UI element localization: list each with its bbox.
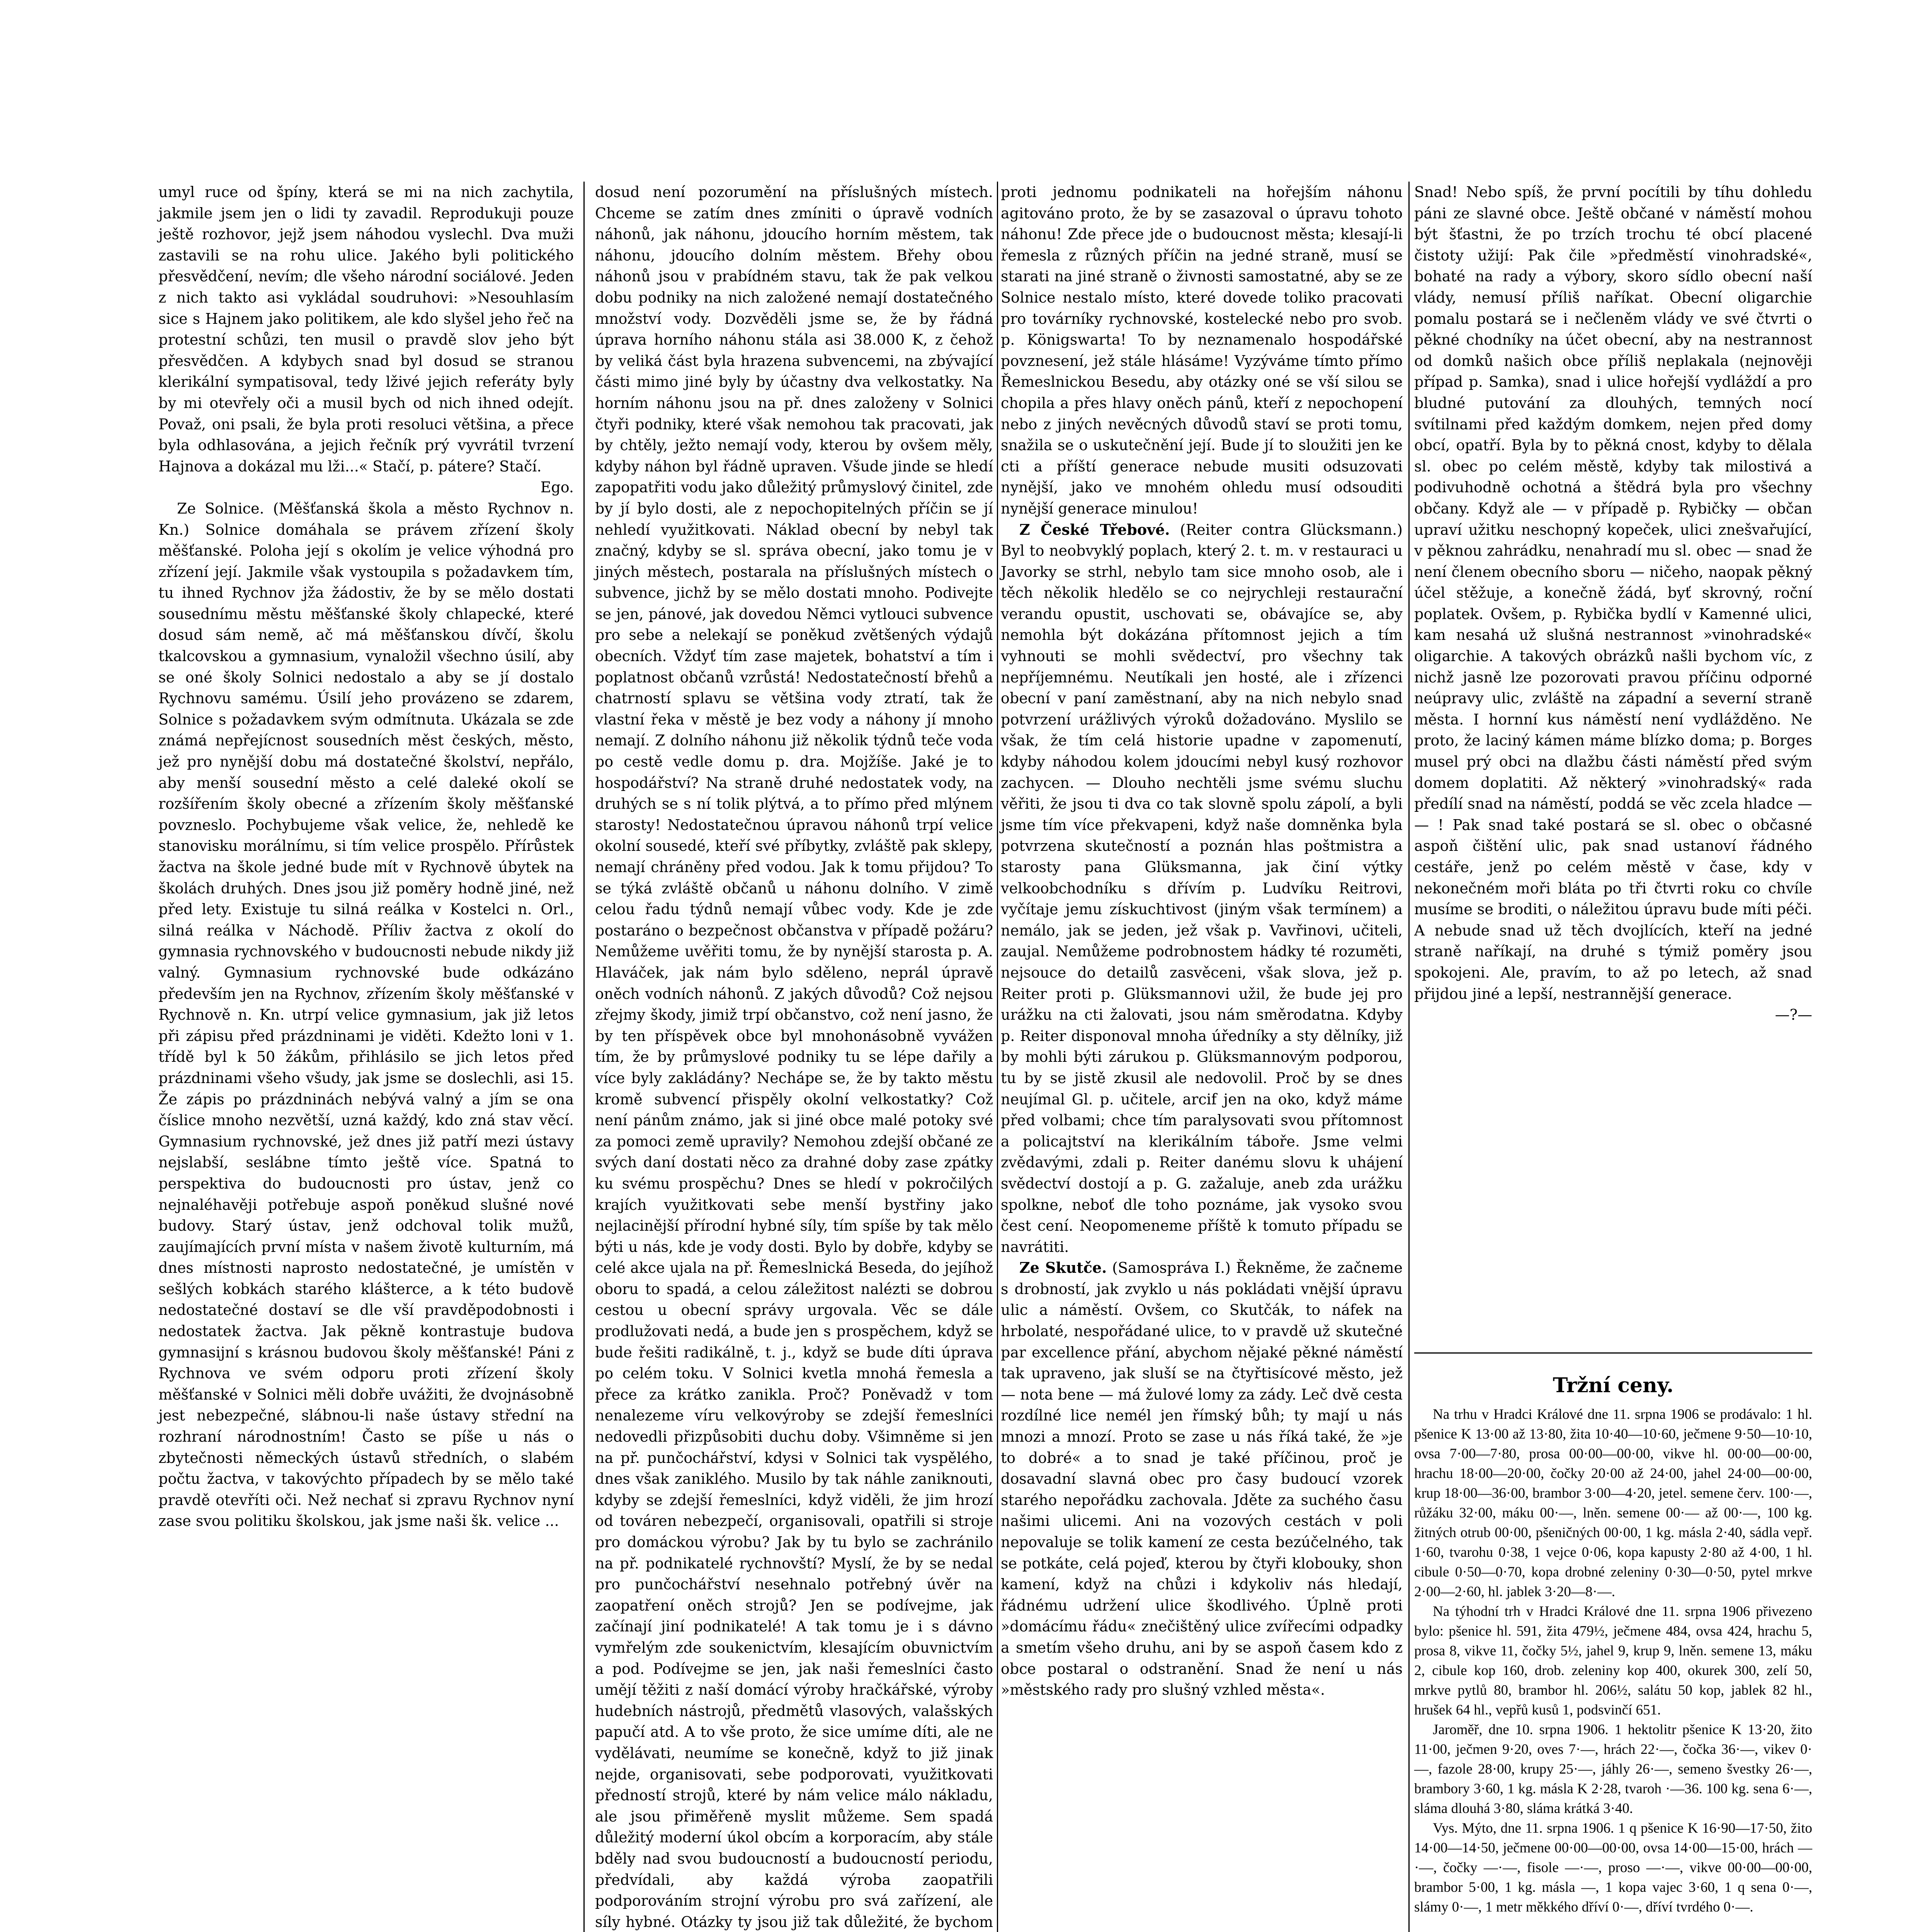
article-paragraph: umyl ruce od špíny, která se mi na nich zachytila, jakmile jsem jen o lidi ty zavadil. Reprodukuji pouze ještě rozhovor, jejž jsem náhodou vyslechl. Dva muži zastavili se na rohu ulice. Jakého byli politického přesvědčení, nevím; dle všeho národní sociálové. Jeden z nich takto asi vykládal soudruhovi: »Nesouhlasím sice s Hajnem jako politikem, ale kdo slyšel jeho řeč na protestní schůzi, ten musil o pravdě slov jeho být přesvědčen. A kdybych snad byl dosud se stranou klerikální sympatisoval, tedy lživé jejich referáty byly by mi otevřely oči a musil bych od nich ihned odejít. Považ, oni psali, že byla proti resoluci většina, a přece byla odhlasována, a jejich řečník prý vyvrátil tvrzení Hajnova a dokázal mu lži...« Stačí, p. pátere? Stačí. bbox=[158, 184, 574, 475]
article-signature: Ego. bbox=[540, 479, 574, 496]
article-paragraph: proti jednomu podnikateli na hořejším náhonu agitováno proto, že by se zasazoval o úpravu tohoto náhonu! Zde přece jde o budoucnost města; klesají-li řemesla z různých příčin na jedné straně, musí se starati na jiné straně o živnosti samostatné, aby se ze Solnice nestalo místo, které dovede toliko pracovati pro továrníky rychnovské, kostelecké nebo pro svob. p. Königswarta! To by neznamenalo hospodářské povznesení, jež stále hlásáme! Vyzýváme tímto přímo Řemeslnickou Besedu, aby otázky oné se vší silou se chopila a přes hlavy oněch pánů, kteří z nepochopení nebo z jiných nevěcných důvodů staví se proti tomu, snažila se o uskutečnění její. Bude jí to sloužiti jen ke cti a příští generace nebude musiti odsuzovati nynější, jako ve mnohém ohledu musí odsouditi nynější generace minulou! bbox=[1001, 184, 1403, 517]
article-paragraph: dosud není pozorumění na příslušných místech. Chceme se zatím dnes zmíniti o úpravě vodních náhonů, jak náhonu, jdoucího horním městem, tak náhonu, jdoucího dolním městem. Břehy obou náhonů jsou v prabídném stavu, tak že pak velkou dobu podniky na nich založené nemají dostatečného množství vody. Dozvěděli jsme se, že by řádná úprava horního náhonu stála asi 38.000 K, z čehož by veliká část byla hrazena subvencemi, na zbývající části mimo jiné byly by účastny dva velkostatky. Na horním náhonu jsou na př. dnes založeny v Solnici čtyři podniky, které však nemohou tak pracovati, jak by chtěly, ježto nemají vody, kterou by ovšem měly, kdyby náhon byl řádně upraven. Všude jinde se hledí zapopatřiti vodu jako důležitý průmyslový činitel, zde by jí bylo dosti, ale z nepochopitelných příčin se jí nehledí využitkovati. Náklad obecní by nebyl tak značný, kdyby se sl. správa obecní, jako tomu je v jiných městech, postarala na příslušných místech o subvence, jichž by se mělo dostati mnoho. Podivejte se jen, pánové, jak dovedou Němci vytlouci subvence pro sebe a nelekají se poněkud zvětšených výdajů obecních. Vždyť tím zase majetek, bohatství a tím i poplatnost občanů vzrůstá! Nedostatečností břehů a chatrností splavu se většina vody ztratí, tak že vlastní řeka v městě je bez vody a náhony jí mnoho nemají. Z dolního náhonu již několik týdnů teče voda po cestě vedle domu p. dra. Mojžíše. Jaké je to hospodářství? Na straně druhé nedostatek vody, na druhých se s ní tolik plýtvá, a to přímo před mlýnem starosty! Nedostatečnou úpravou náhonů trpí velice okolní sousedé, kteří své příbytky, zvláště pak sklepy, nemají chráněny před vodou. Jak k tomu přijdou? To se týká zvláště občanů u náhonu dolního. V zimě celou řadu týdnů nemají vůbec vody. Kde je zde postaráno o bezpečnost občanstva v případě požáru? Nemůžeme uvěřiti tomu, že by nynější starosta p. A. Hlaváček, jak nám bylo sděleno, neprál úpravě oněch vodních náhonů. Z jakých důvodů? Což nejsou zřejmy škody, jimiž trpí občanstvo, což není jasno, že by ten příspěvek obce byl mnohonásobně vyvážen tím, že by průmyslové podniky tu se lépe dařily a více byly zakládány? Nechápe se, že by takto městu kromě subvencí přispěly okolní velkostatky? Což není pánům známo, jak si jiné obce malé potoky své za pomoci země upravily? Nemohou zdejší občané ze svých daní dostati něco za drahné doby zase zpátky ku svému prospěchu? Dnes se hledí v pokročilých krajích využitkovati sebe menší bystřiny jako nejlacinější přírodní hybné síly, tím spíše by tak mělo býti u nás, kde je vody dosti. Bylo by dobře, kdyby se celé akce ujala na př. Řemeslnická Beseda, do jejíhož oboru to spadá, a celou záležitost nalézti se dobrou cestou u obecní správy urgovala. Věc se dále prodlužovati nedá, a bude jen s prospěchem, když se bude řešiti radikálně, t. j., když se bude díti úprava po celém toku. V Solnici kvetla mnohá řemesla a přece za krátko zanikla. Proč? Poněvadž v tom nenalezeme víru velkovýroby se zdejší řemeslníci nedovedli přizpůsobiti duchu doby. Všimněme si jen na př. punčochářství, kdysi v Solnici tak vyspělého, dnes však zaniklého. Musilo by tak náhle zaniknouti, kdyby se zdejší řemeslníci, když viděli, že jim hrozí od továren nebezpečí, organisovali, opatřili si stroje pro domáckou výrobu? Jak by tu bylo se zachránilo na př. podnikatelé rychnovští? Myslí, že by se nedal pro punčochářství nesehnalo potřebný úvěr na zaopatření oněch strojů? Jen se podívejme, jak začínají jiní podnikatelé! A tak tomu je i s dávno vymřelým zde soukenictvím, klesajícím obuvnictvím a pod. Podívejme se jen, jak naši řemeslníci často umějí těžiti z naší domácí výroby hračkářské, výroby hudebních nástrojů, předmětů vlasových, valašských papučí atd. A to vše proto, že sice umíme díti, ale ne vydělávati, neumíme se konečně, když to již jinak nejde, organisovati, sebe podporovati, využitkovati předností strojů, které by nám velice málo nákladu, ale jsou přiměřeně myslit můžeme. Sem spadá důležitý moderní úkol obcím a korporacím, aby stále bděly nad svou budoucností a budoucností periodu, předvídali, aby každá výroba zaopatřili podporováním strojní výrobu pro svá zařízení, ale síly hybné. Otázky ty jsou již tak důležité, že bychom bbox=[595, 184, 993, 1930]
article-paragraph: Snad! Nebo spíš, že první pocítili by tíhu dohledu páni ze slavné obce. Ještě občané v náměstí mohou být šťastni, že po trzích trochu té obcí placené čistoty užijí: Pak čile »předměstí vinohradské«, bohaté na rady a výbory, skoro sídlo obecní naší vlády, nemusí příliš naříkat. Obecní oligarchie pomalu postará se i nečleněm vlády ve své čtvrti o pěkné chodníky na účet obecní, aby na nestrannost od domků našich obce příliš neplakala (nejnověji případ p. Samka), snad i ulice hořejší vydláždí a pro bludné putování za dlouhých, temných nocí svítilnami před každým domkem, nejen před domy obcí, opatří. Byla by to pěkná cnost, kdyby to dělala sl. obec po celém městě, kdyby tak milostivá a podivuhodně ochotná a štědrá byla pro všechny občany. Když ale — v případě p. Rybičky — občan upraví užitku neschopný kopeček, ulici znešvařující, v pěknou zahrádku, nenahradí mu sl. obec — snad že není členem obecního sboru — ničeho, naopak pěkný účel stěžuje, a konečně žádá, byť skrovný, roční poplatek. Ovšem, p. Rybička bydlí v Kamenné ulici, kam nesahá už slušná nestrannost »vinohradské« oligarchie. A takových obrázků našli bychom víc, z nichž jasně lze pozorovati pravou příčinu odporné neúpravy ulic, zvláště na západní a severní straně města. I hornní kus náměstí není vydlážděno. Ne proto, že laciný kámen máme blízko doma; p. Borges musel prý obci na dlažbu části náměstí před svým domem doplatiti. Až některý »vinohradský« rada předílí snad na náměstí, poddá se věc zcela hladce — — ! Pak snad také postará se sl. obec o občasné aspoň čištění ulic, pak snad ustanoví řádného cestáře, jenž po celém městě v čase, kdy v nekonečném moři bláta po tři čtvrti roku co chvíle musíme se broditi, o náležitou úpravu bude míti péči. A nebude snad už těch dvojlících, kteří na jedné straně naříkají, na druhé s týmiž poměry jsou spokojeni. Ale, pravím, to až po letech, až snad přijdou jiné a lepší, nestrannější generace. bbox=[1414, 184, 1812, 1002]
article-signature: —?— bbox=[1775, 1006, 1812, 1024]
column-rule bbox=[583, 182, 585, 1932]
column-2 bbox=[595, 182, 993, 1932]
market-paragraph: Vys. Mýto, dne 11. srpna 1906. 1 q pšenice K 16·90—17·50, žito 14·00—14·50, ječmene 00·00—00·00, ovsa 14·00—15·00, hrách —·—, čočky —·—, fisole —·—, proso —·—, vikve 00·00—00·00, brambor 5·00, 1 kg. másla —, 1 kopa vajec 3·60, 1 q sena 0·—, slámy 0·—, 1 metr měkkého dříví 0·—, dříví tvrdého 0·—. bbox=[1414, 1820, 1812, 1915]
article-paragraph: Z České Třebové. (Reiter contra Glücksmann.) Byl to neobvyklý poplach, který 2. t. m. v restauraci u Javorky se strhl, nebylo tam sice mnoho osob, ale i těch několik hledělo se co nejrychleji restaurační verandu opustit, uschovati se, obávajíce se, aby nemohla být dokázána přítomnost jejich a tím vyhnouti se mohli svědectví, pro všechny tak nepříjemnému. Neutíkali jen hosté, ale i zřízenci obecní v paní zaměstnaní, aby na nich nebylo snad potvrzení urážlivých výroků dožadováno. Myslilo se však, že tím celá historie upadne v zapomenutí, kdyby náhodou kolem jdoucími nebyl kusý rozhovor zachycen. — Dlouho nechtěli jsme svému sluchu věřiti, že jsou ti dva co tak slovně spolu zápolí, a byli jsme tím více překvapeni, když naše domněnka byla potvrzena skutečností a poznán hlas poštmistra a starosty pana Glüksmanna, jak činí výtky velkoobchodníku s dřívím p. Ludvíku Reitrovi, vyčítaje jemu získuchtivost (jiným však termínem) a nemálo, jak se jeden, jež však p. Vavřinovi, učiteli, zaujal. Nemůžeme podrobnostem hádky té rozuměti, nejsouce do detailů zasvěceni, však slova, jež p. Reiter proti p. Glüksmannovi užil, že bude jej pro urážku na cti žalovati, jsou nám směrodatna. Kdyby p. Reiter disponoval mnoha úředníky a sty dělníky, již by mohli býti zárukou p. Glüksmannovým podporou, tu by se jistě zkusil ale nedovolil. Proč by se dnes neujímal Gl. p. učitele, arcif jen na oko, když máme před volbami; chce tím paralysovati svou přítomnost a policajtství na klerikálním táboře. Jsme velmi zvědavými, zdali p. Reiter danému slovu k uhájení svědectví dostojí a p. G. zažaluje, aneb zda urážku spolkne, neboť dle toho poznáme, jak vysoko svou čest cení. Neopomeneme příště k tomuto případu se navrátiti. bbox=[1001, 520, 1403, 1255]
column-1 bbox=[158, 182, 574, 1932]
column-rule bbox=[997, 182, 998, 1932]
column-4 bbox=[1414, 182, 1812, 1349]
column-rule bbox=[1408, 182, 1410, 1932]
market-prices-title: Tržní ceny. bbox=[1553, 1374, 1674, 1397]
article-paragraph: Ze Solnice. (Měšťanská škola a město Rychnov n. Kn.) Solnice domáhala se právem zřízení školy měšťanské. Poloha její s okolím je velice výhodná pro zřízení její. Jakmile však vystoupila s požadavkem tím, tu ihned Rychnov jža žádostiv, že by se mělo dostati sousednímu městu měšťanské školy chlapecké, které dosud sám nemě, ač má měšťanskou dívčí, školu tkalcovskou a gymnasium, vynaložil všechno úsilí, aby se oné školy Solnici nedostalo a aby se jí dostalo Rychnovu samému. Úsilí jeho provázeno se zdarem, Solnice s požadavkem svým odmítnuta. Ukázala se zde známá nepřejícnost sousedních měst českých, město, jež pro nynější dobu má dostatečné školství, nepřálo, aby menší sousední město a celé daleké okolí se rozšířením školy obecné a zřízením školy měšťanské povzneslo. Pochybujeme však velice, že, nehledě ke stanovisku morálnímu, si tím velice prospělo. Přírůstek žactva na škole jedné bude mít v Rychnově úbytek na školách druhých. Dnes jsou již poměry hodně jiné, než před lety. Existuje tu silná reálka v Kostelci n. Orl., silná reálka v Náchodě. Příliv žactva z okolí do gymnasia rychnovského v budoucnosti nebude nikdy již valný. Gymnasium rychnovské bude odkázáno především jen na Rychnov, zřízením školy měšťanské v Rychnově n. Kn. utrpí velice gymnasium, jak již letos při zápisu před prázdninami je viděti. Kdežto loni v 1. třídě byl k 50 žákům, přihlásilo se jich letos před prázdninami všeho všudy, jak jsme se doslechli, asi 15. Že zápis po prázdninách nebývá valný a jím se ona číslice mnoho nezvětší, uzná každý, kdo zná stav věcí. Gymnasium rychnovské, jež dnes již patří mezi ústavy nejslabší, seslábne tímto ještě více. Spatná to perspektiva do budoucnosti pro ústav, jenž co nejnaléhavěji potřebuje aspoň poněkud slušné nové budovy. Starý ústav, jenž odchoval tolik mužů, zaujímajících první místa v našem životě kulturním, má dnes místnosti naprosto nedostatečné, je umístěn v sešlých kobkách starého klášterce, a k této budově nedostatečné dostaví se dle vší pravděpodobnosti i nedostatek žactva. Jak pěkně kontrastuje budova gymnasijní s krásnou budovou školy měšťanské! Páni z Rychnova ve svém odporu proti zřízení školy měšťanské v Solnici měli dobře uvážiti, že dvojnásobně jest nebezpečné, slábnou-li naše ústavy střední na rozhraní národnostním! Často se píše u nás o zbytečnosti německých ústavů středních, o slabém počtu žactva, v takovýchto případech by se mělo také pravdě otevříti oči. Než nechať si zpravu Rychnov nyní zase svou politiku školskou, jak jsme naši šk. velice ... bbox=[158, 500, 574, 1530]
market-prices-section bbox=[1414, 1374, 1812, 1915]
market-paragraph: Na trhu v Hradci Králové dne 11. srpna 1906 se prodávalo: 1 hl. pšenice K 13·00 až 13·80, žita 10·40—10·60, ječmene 9·50—10·10, ovsa 7·00—7·80, prosa 00·00—00·00, vikve hl. 00·00—00·00, hrachu 18·00—20·00, čočky 20·00 až 24·00, jahel 24·00—00·00, krup 18·00—36·00, brambor 3·00—4·20, jetel. semene červ. 100·—, růžáku 32·00, máku 00·—, lněn. semene 00·— až 00·—, 100 kg. žitných otrub 00·00, pšeničných 00·00, 1 kg. másla 2·40, sádla vepř. 1·60, tvarohu 0·38, 1 vejce 0·06, kopa kapusty 2·80 až 4·00, 1 hl. cibule 0·50—0·70, kopa drobné zeleniny 0·30—0·50, pytel mrkve 2·00—2·60, hl. jablek 3·20—8·—. bbox=[1414, 1406, 1812, 1600]
section-rule bbox=[1414, 1352, 1812, 1354]
market-paragraph: Jaroměř, dne 10. srpna 1906. 1 hektolitr pšenice K 13·20, žito 11·00, ječmen 9·20, oves 7·—, hrách 22·—, čočka 36·—, vikev 0·—, fazole 28·00, krupy 25·—, jáhly 26·—, semeno švestky 26·—, brambory 3·60, 1 kg. másla K 2·28, tvaroh ·—36. 100 kg. sena 6·—, sláma dlouhá 3·80, sláma krátká 3·40. bbox=[1414, 1722, 1812, 1816]
market-paragraph: Na týhodní trh v Hradci Králové dne 11. srpna 1906 přivezeno bylo: pšenice hl. 591, žita 479½, ječmene 484, ovsa 424, hrachu 5, prosa 8, vikve 11, čočky 5½, jahel 9, krup 9, lněn. semene 13, máku 2, cibule kop 160, drob. zeleniny kop 400, okurek 300, zelí 50, mrkve pytlů 80, brambor hl. 206½, salátu 50 kop, jablek 82 hl., hrušek 64 hl., vepřů kusů 1, podsvinčí 651. bbox=[1414, 1604, 1812, 1718]
article-paragraph: Ze Skutče. (Samospráva I.) Řekněme, že začneme s drobností, jak zvyklo u nás pokládati vnější úpravu ulic a náměstí. Ovšem, co Skutčák, to náfek na hrbolaté, nespořádané ulice, to v pravdě už skutečné par excellence přání, abychom nějaké pěkné náměstí tak upraveno, jak sluší se na čtyřtisícové město, jež — nota bene — má žulové lomy za zády. Leč dvě cesta rozdílné lice nemél jen římský bůh; ty mají u nás mnozi a mnozí. Proto se zase u nás říká také, že »je to dobré« a to snad je také příčinou, proč je dosavadní slavná obec pro časy budoucí vzorek starého nepořádku zachovala. Jděte za suchého času našimi ulicemi. Ani na vozových cestách v poli nepovaluje se tolik kamení ze cesta bezúčelného, tak se potkáte, celá pojeď, kterou by čtyři klobouky, shon kamení, když na chůzi i kdykoliv nás hledají, řádnému udržení ulice škodlivého. Úplně proti »domácímu řádu« znečištěný ulice zvířecími odpadky a smetím všeho druhu, ani by se aspoň časem kdo z obce postaral o odstranění. Snad že není u nás »městského rady pro slušný vzhled města«. bbox=[1001, 1259, 1403, 1699]
column-3 bbox=[1001, 182, 1403, 1758]
